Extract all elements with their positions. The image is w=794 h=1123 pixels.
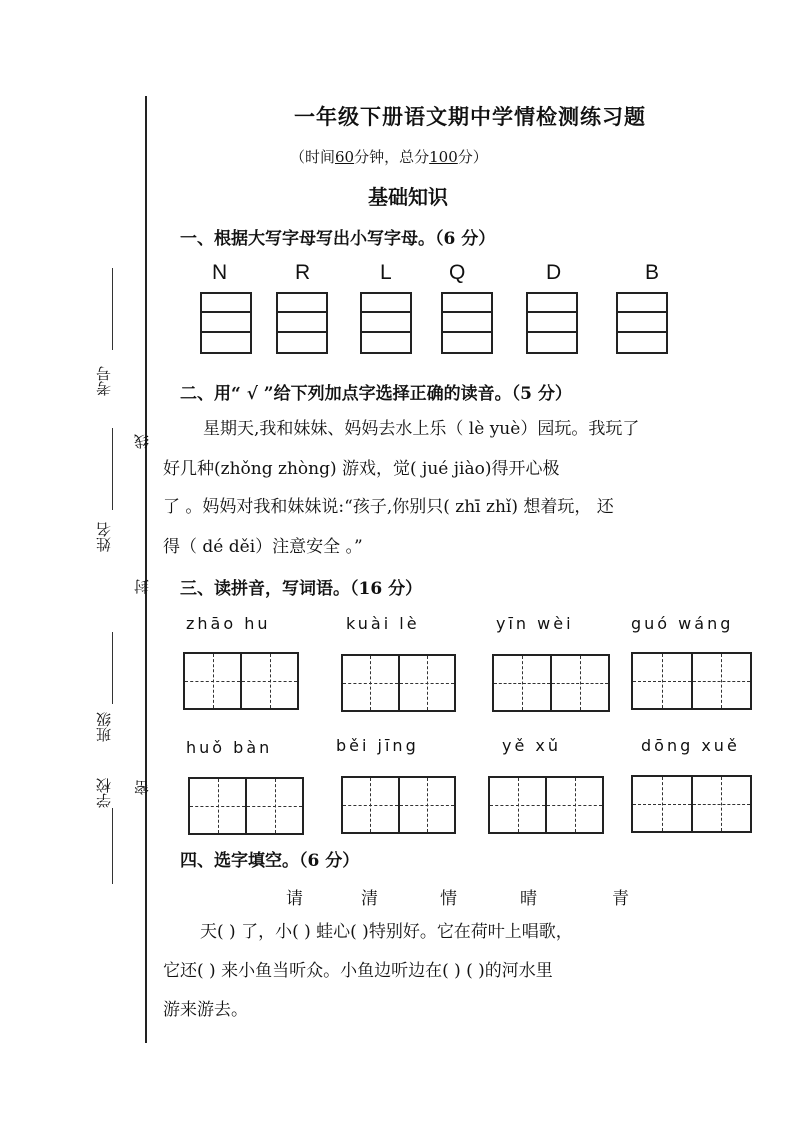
char-option: 情	[440, 889, 457, 909]
pinyin-label: guó wáng	[631, 614, 734, 633]
tianzige-box[interactable]	[183, 652, 299, 710]
letter-r: R	[295, 261, 311, 284]
class-underline	[112, 632, 113, 704]
tianzige-box[interactable]	[631, 775, 752, 833]
section-heading: 基础知识	[368, 185, 448, 209]
seal-char: 封	[133, 579, 151, 594]
class-label: 班级	[95, 712, 113, 742]
char-option: 晴	[520, 889, 537, 909]
letter-writing-box[interactable]	[441, 292, 493, 354]
letter-writing-box[interactable]	[526, 292, 578, 354]
q2-heading: 二、用“ √ ”给下列加点字选择正确的读音。（5 分）	[180, 384, 572, 404]
subtitle-time-prefix: （时间	[290, 148, 336, 166]
tianzige-box[interactable]	[631, 652, 752, 710]
exam-no-label: 考号	[95, 366, 113, 396]
secret-char: 密	[133, 780, 151, 795]
letter-n: N	[212, 261, 228, 284]
letter-writing-box[interactable]	[360, 292, 412, 354]
q1-heading: 一、根据大写字母写出小写字母。（6 分）	[180, 229, 496, 249]
line-char: 线	[133, 434, 151, 449]
q4-line: 天( ) 了，小( ) 蛙心( )特别好。它在荷叶上唱歌，	[200, 922, 573, 942]
pinyin-label: yīn wèi	[496, 614, 574, 633]
school-underline	[112, 808, 113, 884]
q4-heading: 四、选字填空。（6 分）	[180, 851, 360, 871]
q2-line: 了 。妈妈对我和妹妹说:“孩子,你别只( zhī zhǐ) 想着玩， 还	[163, 497, 614, 517]
exam-no-underline	[112, 268, 113, 350]
tianzige-box[interactable]	[488, 776, 604, 834]
q2-line: 星期天,我和妹妹、妈妈去水上乐（ lè yuè）园玩。我玩了	[203, 419, 640, 439]
letter-d: D	[546, 261, 562, 284]
char-option: 请	[286, 889, 303, 909]
subtitle-score-value: 100	[429, 148, 458, 166]
letter-writing-box[interactable]	[276, 292, 328, 354]
name-underline	[112, 428, 113, 510]
letter-l: L	[380, 261, 392, 284]
pinyin-label: kuài lè	[346, 614, 420, 633]
page-title: 一年级下册语文期中学情检测练习题	[294, 104, 646, 129]
pinyin-label: zhāo hu	[186, 614, 271, 633]
school-label: 学校	[95, 778, 113, 808]
q2-line: 好几种(zhǒng zhòng) 游戏，觉( jué jiào)得开心极	[163, 459, 560, 479]
pinyin-label: yě xǔ	[502, 736, 562, 755]
subtitle-time-value: 60	[335, 148, 355, 166]
q2-line: 得（ dé děi）注意安全 。”	[163, 537, 363, 557]
q4-line: 它还( ) 来小鱼当听众。小鱼边听边在( ) ( )的河水里	[163, 961, 553, 981]
q4-line: 游来游去。	[163, 1000, 248, 1020]
binding-margin-line	[145, 96, 147, 1043]
q3-heading: 三、读拼音，写词语。（16 分）	[180, 579, 423, 599]
letter-writing-box[interactable]	[200, 292, 252, 354]
letter-writing-box[interactable]	[616, 292, 668, 354]
pinyin-label: huǒ bàn	[186, 738, 273, 757]
tianzige-box[interactable]	[492, 654, 610, 712]
letter-b: B	[645, 261, 660, 284]
char-option: 清	[361, 889, 378, 909]
pinyin-label: dōng xuě	[641, 736, 740, 755]
char-option: 青	[612, 889, 629, 909]
tianzige-box[interactable]	[341, 776, 456, 834]
letter-q: Q	[449, 261, 466, 284]
page-subtitle	[290, 146, 488, 167]
name-label: 姓名	[95, 522, 113, 552]
subtitle-time-suffix: 分钟，总分	[354, 148, 430, 166]
pinyin-label: běi jīng	[336, 736, 419, 755]
tianzige-box[interactable]	[341, 654, 456, 712]
subtitle-score-suffix: 分）	[457, 148, 488, 166]
tianzige-box[interactable]	[188, 777, 304, 835]
